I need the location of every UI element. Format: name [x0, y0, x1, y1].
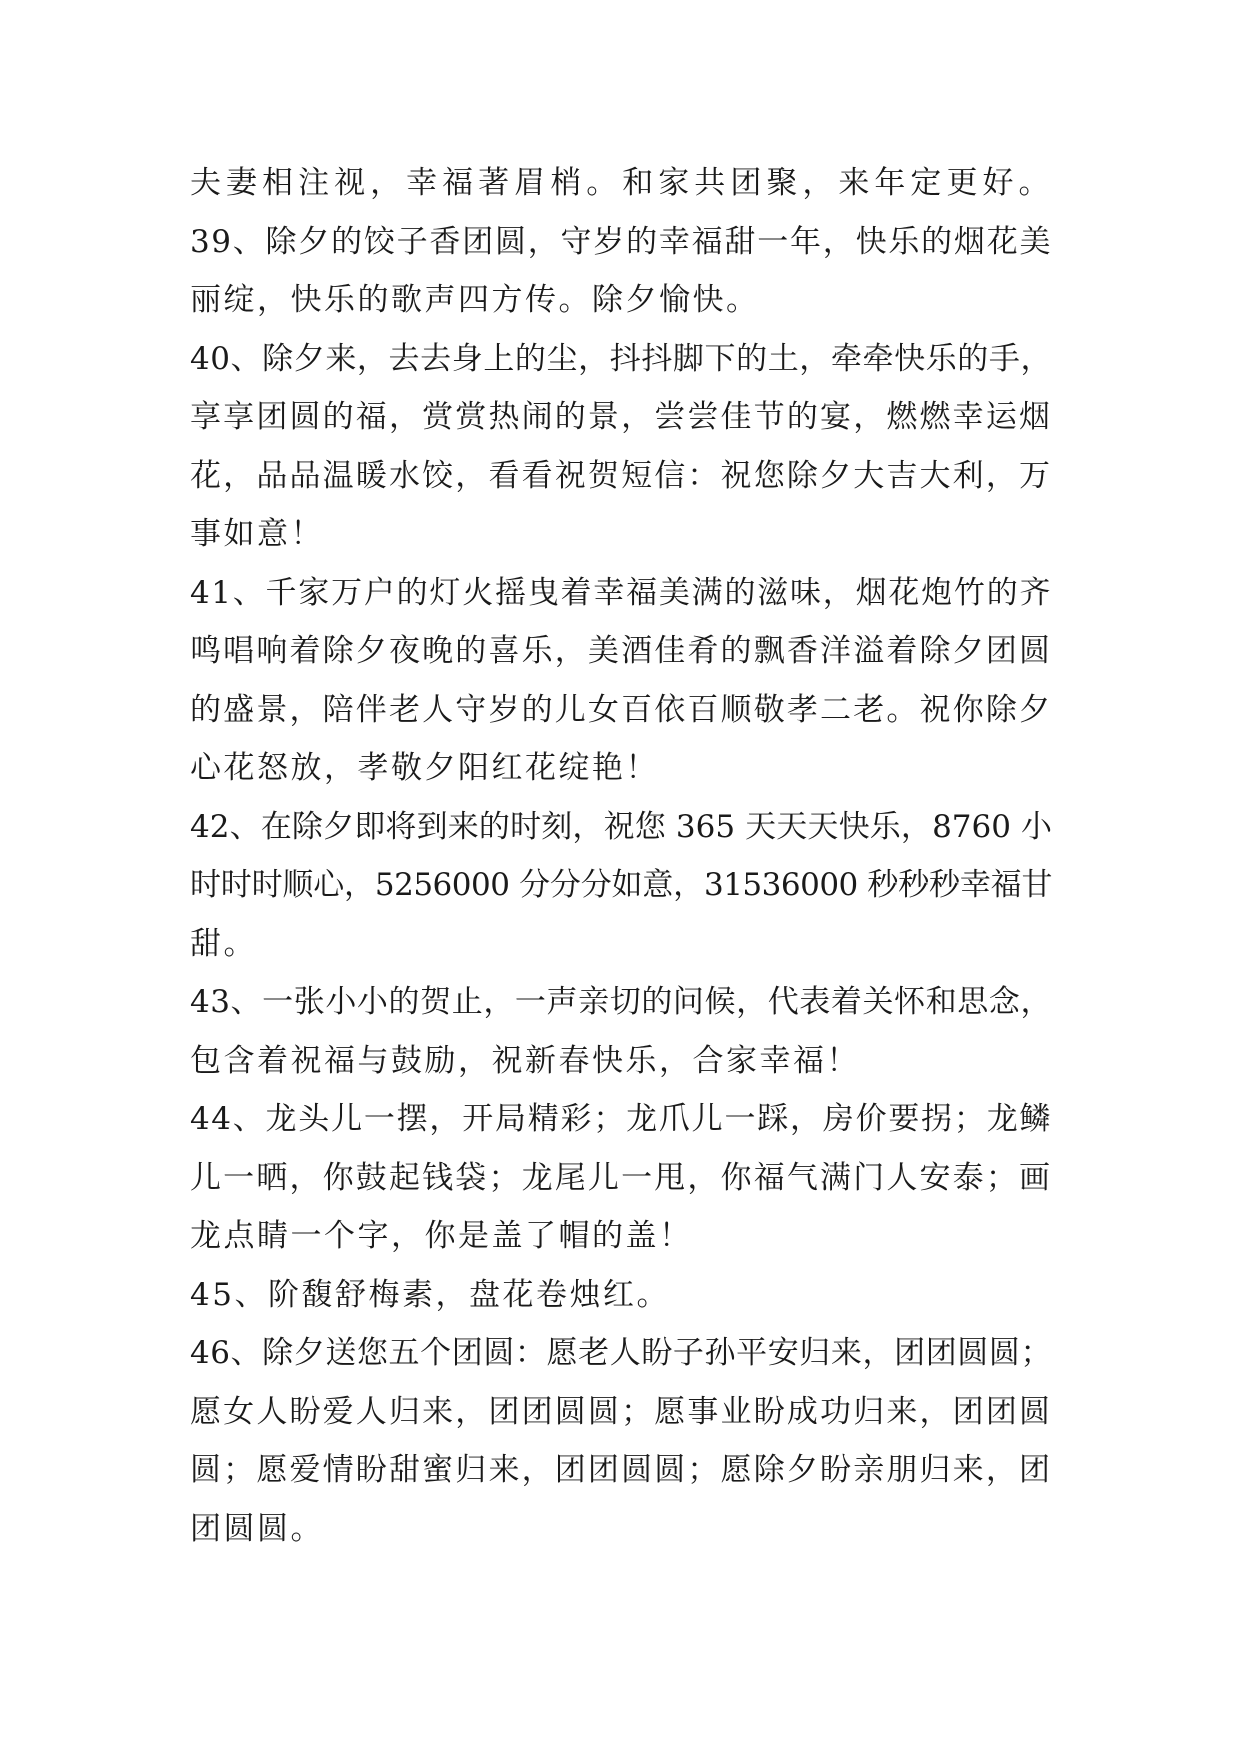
text-line: 41、千家万户的灯火摇曳着幸福美满的滋味，烟花炮竹的齐	[190, 574, 1052, 611]
text-line: 包含着祝福与鼓励，祝新春快乐，合家幸福！	[190, 1042, 860, 1079]
text-line: 43、一张小小的贺止，一声亲切的问候，代表着关怀和思念，	[190, 984, 1052, 1020]
text-line: 46、除夕送您五个团圆：愿老人盼子孙平安归来，团团圆圆；	[190, 1335, 1052, 1371]
text-line: 花，品品温暖水饺，看看祝贺短信：祝您除夕大吉大利，万	[190, 457, 1052, 494]
text-line: 龙点睛一个字，你是盖了帽的盖！	[190, 1218, 693, 1254]
text-line: 事如意！	[190, 516, 324, 552]
text-line: 甜。	[190, 925, 257, 962]
text-line: 的盛景，陪伴老人守岁的儿女百依百顺敬孝二老。祝你除夕	[190, 691, 1052, 728]
text-line: 儿一晒，你鼓起钱袋；龙尾儿一甩，你福气满门人安泰；画	[190, 1159, 1052, 1196]
text-line: 心花怒放，孝敬夕阳红花绽艳！	[190, 750, 659, 786]
text-line: 享享团圆的福，赏赏热闹的景，尝尝佳节的宴，燃燃幸运烟	[190, 399, 1052, 435]
text-line: 39、除夕的饺子香团圆，守岁的幸福甜一年，快乐的烟花美	[190, 223, 1052, 260]
text-line: 42、在除夕即将到来的时刻，祝您 365 天天天快乐，8760 小	[190, 808, 1052, 845]
text-line: 团圆圆。	[190, 1510, 324, 1547]
body-text	[190, 154, 1052, 1558]
text-line: 44、龙头儿一摆，开局精彩；龙爪儿一踩，房价要拐；龙鳞	[190, 1101, 1052, 1137]
text-line: 圆；愿爱情盼甜蜜归来，团团圆圆；愿除夕盼亲朋归来，团	[190, 1452, 1052, 1488]
text-line: 夫妻相注视，幸福著眉梢。和家共团聚，来年定更好。	[190, 165, 1052, 201]
text-line: 丽绽，快乐的歌声四方传。除夕愉快。	[190, 282, 760, 318]
text-line: 时时时顺心，5256000 分分分如意，31536000 秒秒秒幸福甘	[190, 867, 1052, 903]
text-line: 愿女人盼爱人归来，团团圆圆；愿事业盼成功归来，团团圆	[190, 1393, 1052, 1430]
text-line: 40、除夕来，去去身上的尘，抖抖脚下的土，牵牵快乐的手，	[190, 340, 1052, 377]
text-line: 鸣唱响着除夕夜晚的喜乐，美酒佳肴的飘香洋溢着除夕团圆	[190, 633, 1052, 669]
text-line: 45、阶馥舒梅素，盘花卷烛红。	[190, 1276, 670, 1313]
